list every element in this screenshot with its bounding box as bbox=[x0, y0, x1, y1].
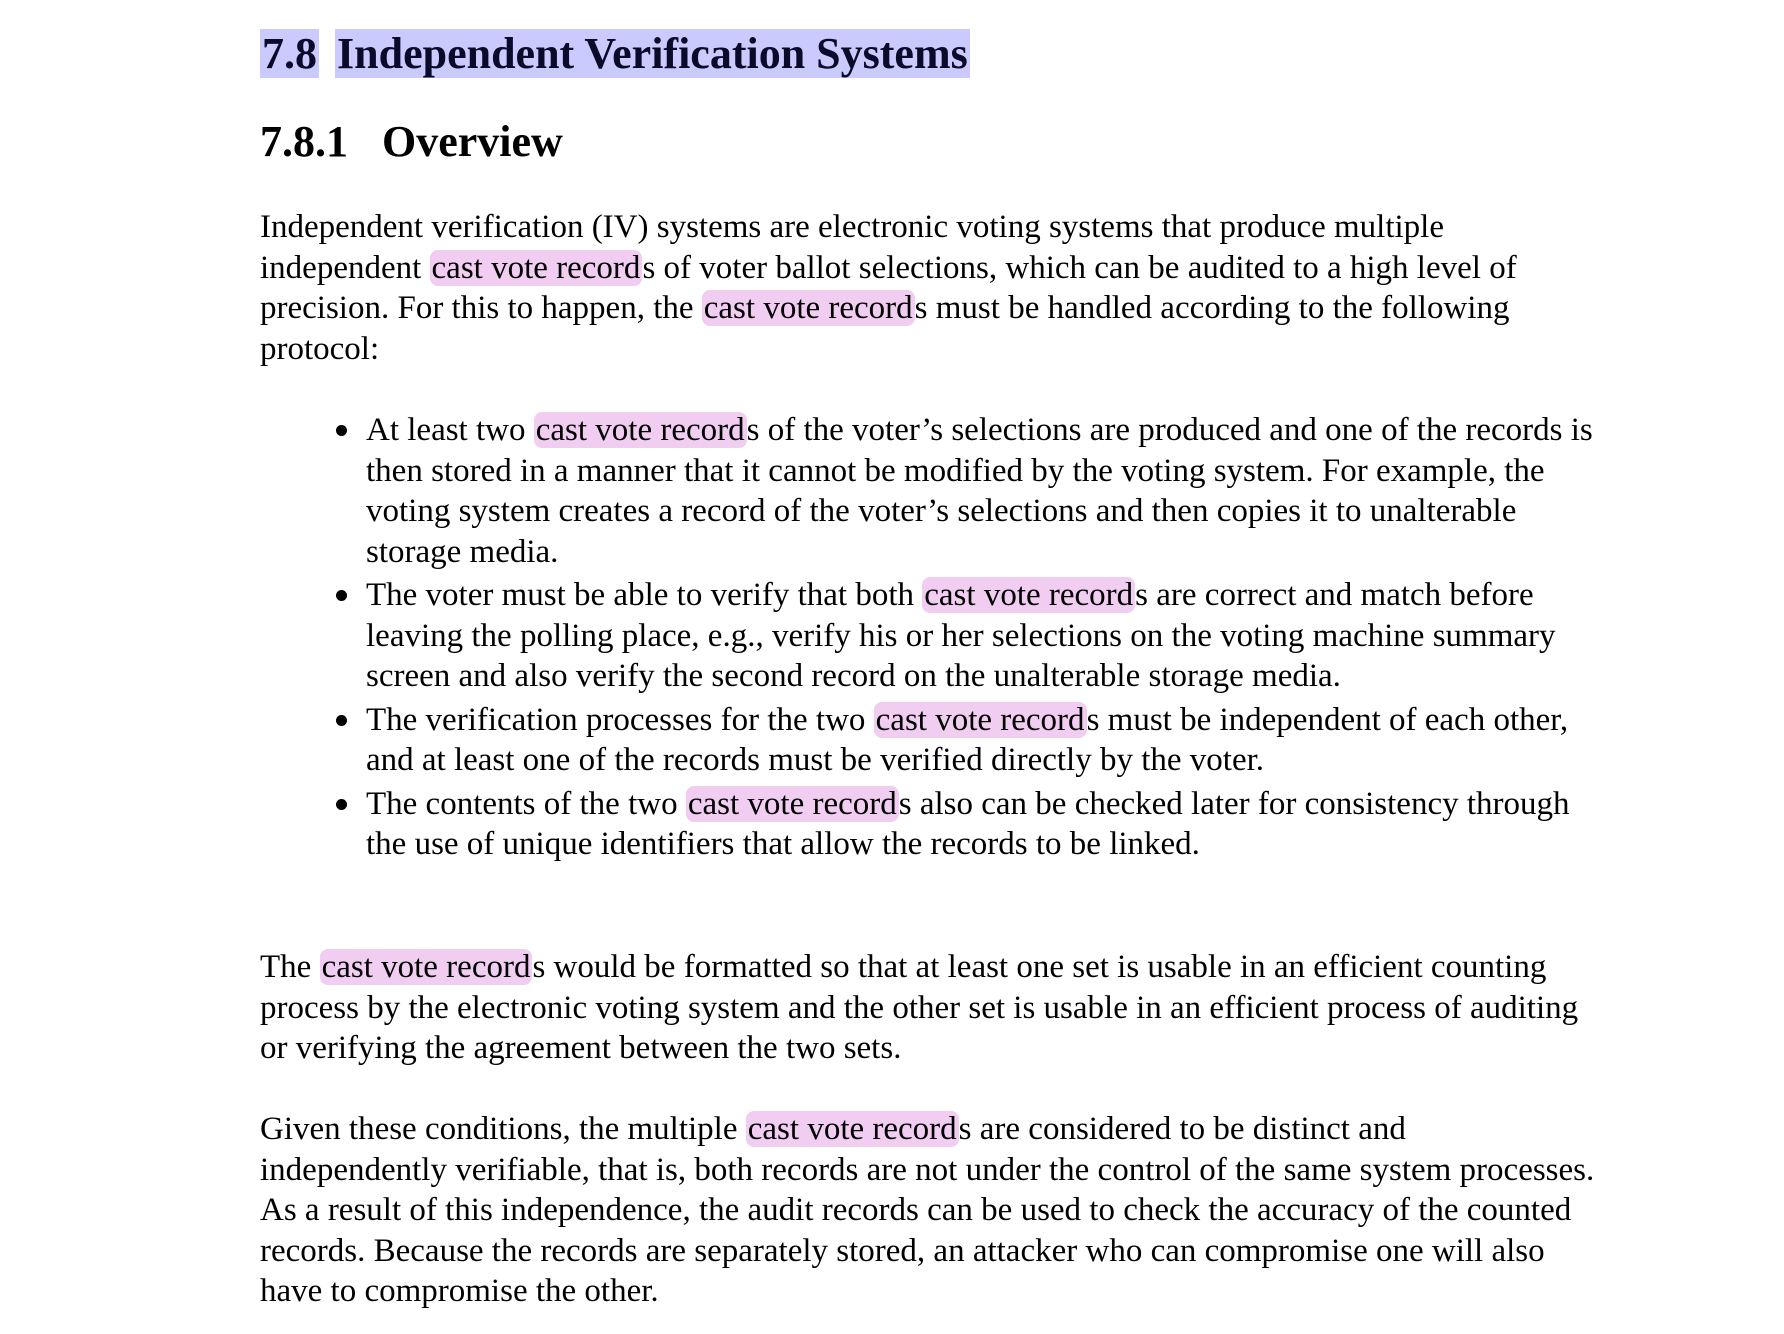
term-highlight[interactable]: cast vote record bbox=[747, 1111, 957, 1147]
intro-text-2: s of voter ballot selections, which can be audited to a high level of precision. For this to happen, the bbox=[260, 249, 1517, 326]
list-item-text: The contents of the two bbox=[366, 785, 686, 822]
format-paragraph bbox=[260, 947, 1600, 1069]
list-item bbox=[366, 784, 1606, 865]
format-text-2: s would be formatted so that at least one set is usable in an efficient counting process by the electronic voting system and the other set is usable in an efficient process of auditing or verifying the agreement between the two sets. bbox=[260, 949, 1579, 1066]
term-highlight[interactable]: cast vote record bbox=[321, 949, 531, 985]
conditions-text-1: Given these conditions, the multiple bbox=[260, 1111, 746, 1147]
conditions-text-2: s are considered to be distinct and independently verifiable, that is, both records are not under the control of the same system processes. As a result of this independence, the audit records can be used to check the accuracy of the counted records. Because the records are separately stored, an attacker who can compromise one will also have to compromise the other. bbox=[260, 1111, 1595, 1309]
term-highlight[interactable]: cast vote record bbox=[431, 249, 641, 286]
bullet-icon bbox=[336, 590, 347, 601]
subsection-heading bbox=[260, 114, 563, 170]
list-item-text: The voter must be able to verify that both bbox=[366, 577, 923, 613]
term-highlight[interactable]: cast vote record bbox=[924, 577, 1134, 613]
intro-text-3: s must be handled according to the following protocol: bbox=[260, 290, 1510, 367]
list-item bbox=[366, 700, 1606, 781]
section-heading bbox=[260, 26, 970, 82]
list-item-text: The verification processes for the two bbox=[366, 701, 874, 738]
bullet-icon bbox=[336, 715, 347, 726]
intro-text-1: Independent verification (IV) systems are electronic voting systems that produce multiple independent bbox=[260, 209, 1444, 286]
subsection-title: Overview bbox=[382, 117, 563, 166]
list-item-text: s of the voter’s selections are produced and one of the records is then stored in a manner that it cannot be modified by the voting system. For example, the voting system creates a record of the voter’s selections and then copies it to unalterable storage media. bbox=[366, 412, 1593, 570]
protocol-list bbox=[366, 410, 1606, 868]
format-text-1: The bbox=[260, 949, 320, 985]
term-highlight[interactable]: cast vote record bbox=[875, 701, 1085, 738]
subsection-number: 7.8.1 bbox=[260, 117, 348, 166]
term-highlight[interactable]: cast vote record bbox=[703, 290, 913, 326]
intro-paragraph bbox=[260, 207, 1600, 369]
list-item bbox=[366, 575, 1606, 697]
section-title: Independent Verification Systems bbox=[337, 29, 968, 78]
list-item bbox=[366, 410, 1606, 572]
bullet-icon bbox=[336, 799, 347, 810]
conditions-paragraph bbox=[260, 1109, 1600, 1312]
list-item-text: At least two bbox=[366, 412, 534, 448]
bullet-icon bbox=[336, 425, 347, 436]
section-number: 7.8 bbox=[262, 29, 317, 78]
list-item-text: s are correct and match before leaving the polling place, e.g., verify his or her selections on the voting machine summary screen and also verify the second record on the unalterable storage media. bbox=[366, 577, 1556, 694]
list-item-text: s must be independent of each other, and at least one of the records must be verified directly by the voter. bbox=[366, 701, 1569, 778]
term-highlight[interactable]: cast vote record bbox=[535, 412, 745, 448]
term-highlight[interactable]: cast vote record bbox=[687, 785, 897, 822]
list-item-text: s also can be checked later for consistency through the use of unique identifiers that allow the records to be linked. bbox=[366, 785, 1570, 862]
